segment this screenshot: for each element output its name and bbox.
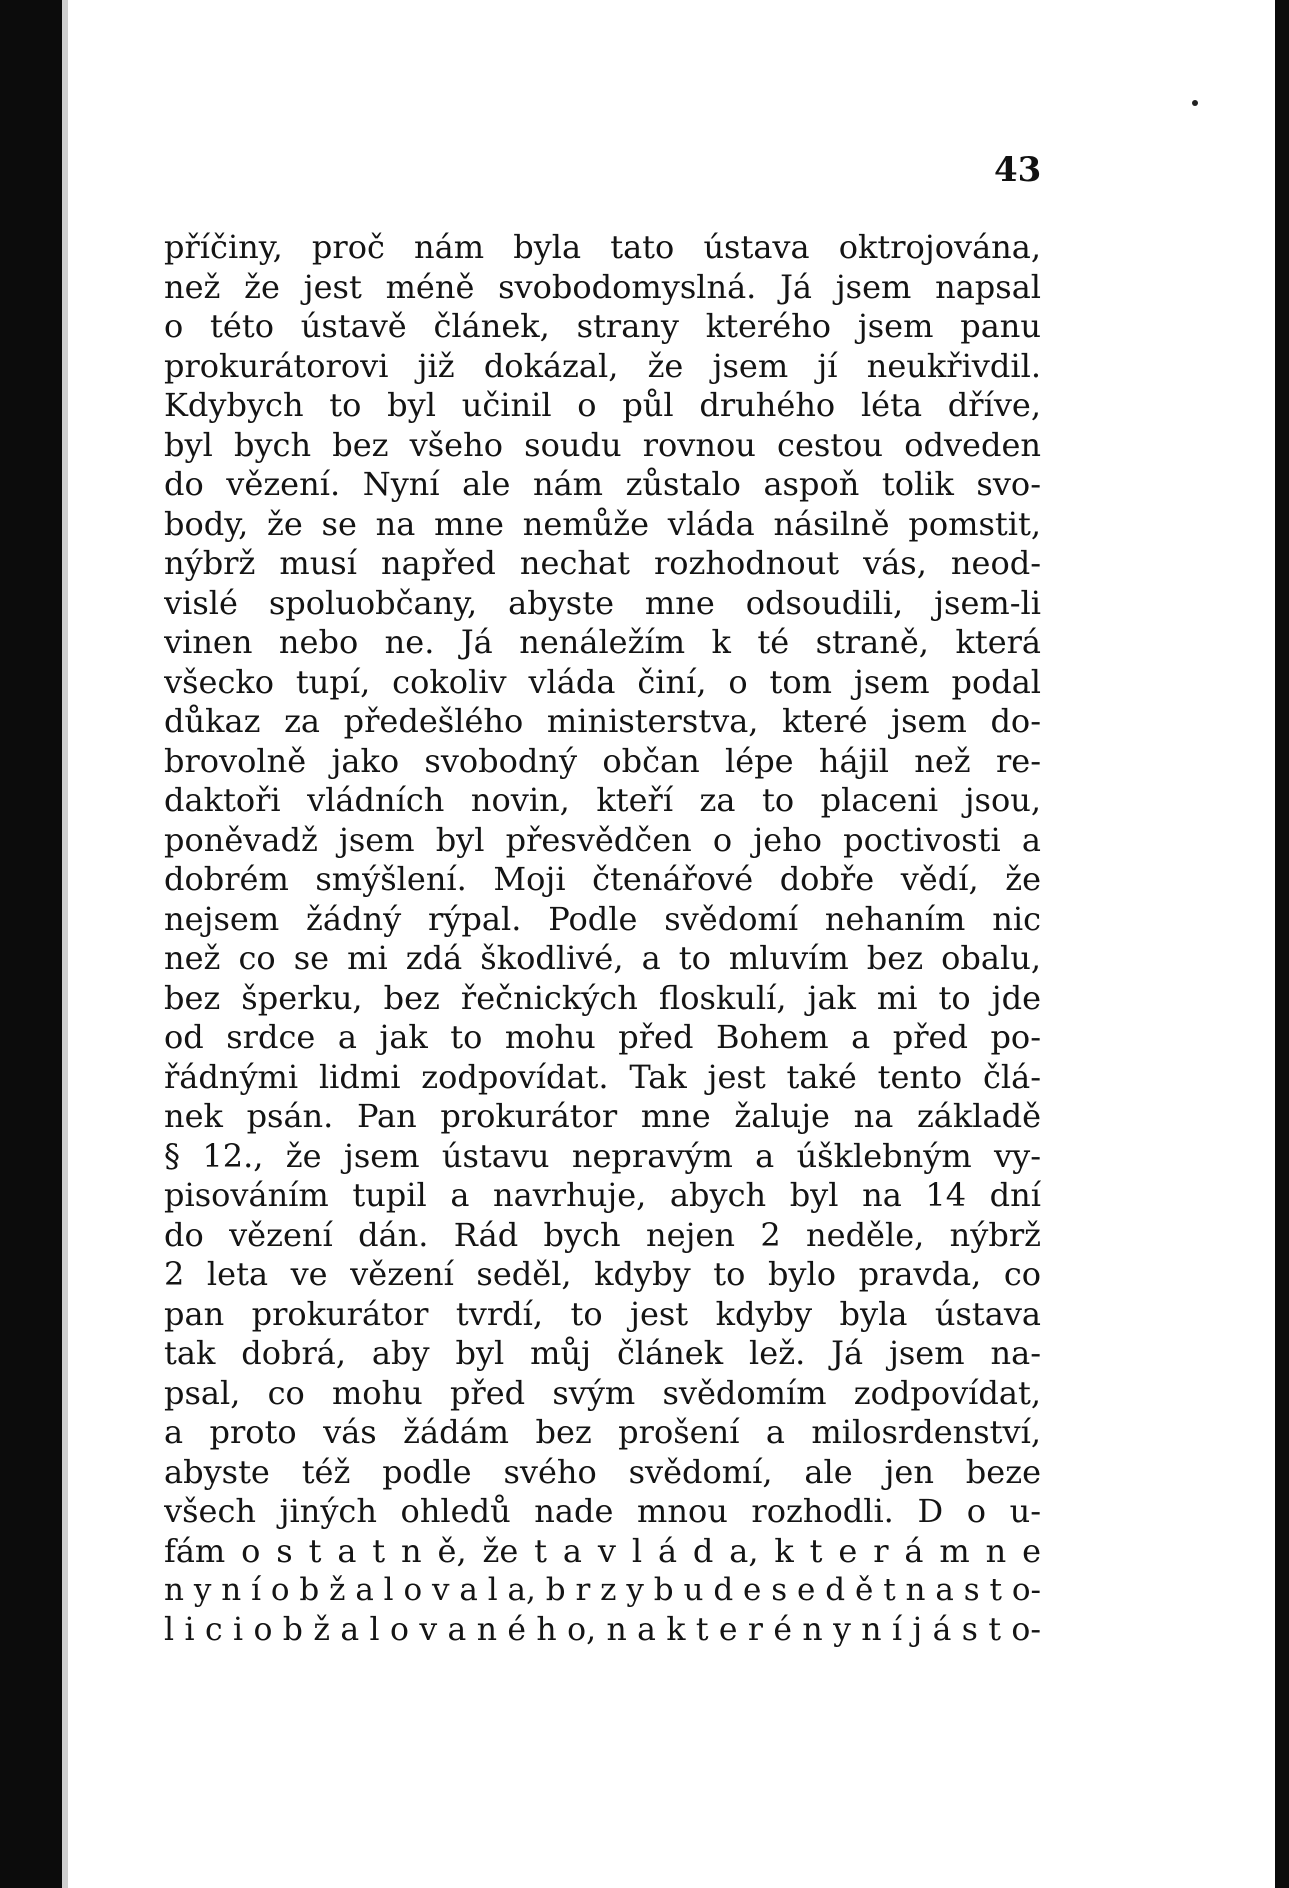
text-line: daktoři vládních novin, kteří za to placeni jsou,	[164, 781, 1041, 819]
text-line: Kdybych to byl učinil o půl druhého léta dříve,	[164, 386, 1041, 424]
text-line: od srdce a jak to mohu před Bohem a před po-	[164, 1018, 1041, 1056]
text-line: body, že se na mne nemůže vláda násilně pomstit,	[164, 504, 1041, 543]
text-line: psal, co mohu před svým svědomím zodpovídat,	[164, 1373, 1041, 1412]
text-line: pisováním tupil a navrhuje, abych byl na 14 dní	[164, 1176, 1041, 1214]
text-line: n y n í o b ž a l o v a l a, b r z y b u d e s e d ě t n a s t o-	[164, 1572, 1041, 1608]
text-line: bez šperku, bez řečnických floskulí, jak mi to jde	[164, 978, 1041, 1017]
text-line: byl bych bez všeho soudu rovnou cestou odveden	[164, 425, 1041, 464]
text-line: než co se mi zdá škodlivé, a to mluvím bez obalu,	[164, 939, 1041, 977]
text-line: všecko tupí, cokoliv vláda činí, o tom jsem podal	[164, 662, 1041, 701]
text-line: všech jiných ohledů nade mnou rozhodli. D o u-	[164, 1492, 1041, 1530]
text-line: brovolně jako svobodný občan lépe hájil než re-	[164, 741, 1041, 780]
text-line: nejsem žádný rýpal. Podle svědomí nehaním nic	[164, 899, 1041, 938]
text-line: dobrém smýšlení. Moji čtenářové dobře vědí, že	[164, 860, 1041, 898]
text-line: prokurátorovi již dokázal, že jsem jí neukřivdil.	[164, 346, 1041, 385]
text-line: poněvadž jsem byl přesvědčen o jeho poctivosti a	[164, 820, 1041, 859]
page-number: 43	[994, 150, 1042, 190]
scan-border-left-shadow	[62, 0, 68, 1888]
text-line: nýbrž musí napřed nechat rozhodnout vás, neod-	[164, 544, 1041, 582]
text-line: o této ústavě článek, strany kterého jsem panu	[164, 307, 1041, 345]
scan-border-left	[0, 0, 62, 1888]
text-line: do vězení dán. Rád bych nejen 2 neděle, nýbrž	[164, 1215, 1041, 1254]
text-line: abyste též podle svého svědomí, ale jen beze	[164, 1452, 1041, 1491]
text-line: vislé spoluobčany, abyste mne odsoudili, jsem-li	[164, 583, 1041, 622]
text-line: řádnými lidmi zodpovídat. Tak jest také tento člá-	[164, 1057, 1041, 1096]
text-line: l i c i o b ž a l o v a n é h o, n a k t e r é n y n í j á s t o-	[164, 1611, 1041, 1648]
text-line: nek psán. Pan prokurátor mne žaluje na základě	[164, 1097, 1041, 1135]
text-line: pan prokurátor tvrdí, to jest kdyby byla ústava	[164, 1294, 1041, 1333]
text-line: než že jest méně svobodomyslná. Já jsem napsal	[164, 267, 1041, 306]
text-line: a proto vás žádám bez prošení a milosrdenství,	[164, 1413, 1041, 1451]
text-line: příčiny, proč nám byla tato ústava oktrojována,	[164, 228, 1041, 266]
text-line: 2 leta ve vězení seděl, kdyby to bylo pravda, co	[164, 1255, 1041, 1293]
scan-speck	[1192, 100, 1198, 106]
text-line: § 12., že jsem ústavu nepravým a úšklebným vy-	[164, 1136, 1041, 1175]
text-line: vinen nebo ne. Já nenáležím k té straně, která	[164, 623, 1041, 661]
text-line: tak dobrá, aby byl můj článek lež. Já jsem na-	[164, 1334, 1041, 1372]
text-line: do vězení. Nyní ale nám zůstalo aspoň tolik svo-	[164, 465, 1041, 503]
text-line: fám o s t a t n ě, že t a v l á d a, k t e r á m n e	[164, 1531, 1041, 1570]
text-line: důkaz za předešlého ministerstva, které jsem do-	[164, 702, 1041, 740]
scan-border-right	[1275, 0, 1289, 1888]
body-text	[164, 228, 1041, 1650]
